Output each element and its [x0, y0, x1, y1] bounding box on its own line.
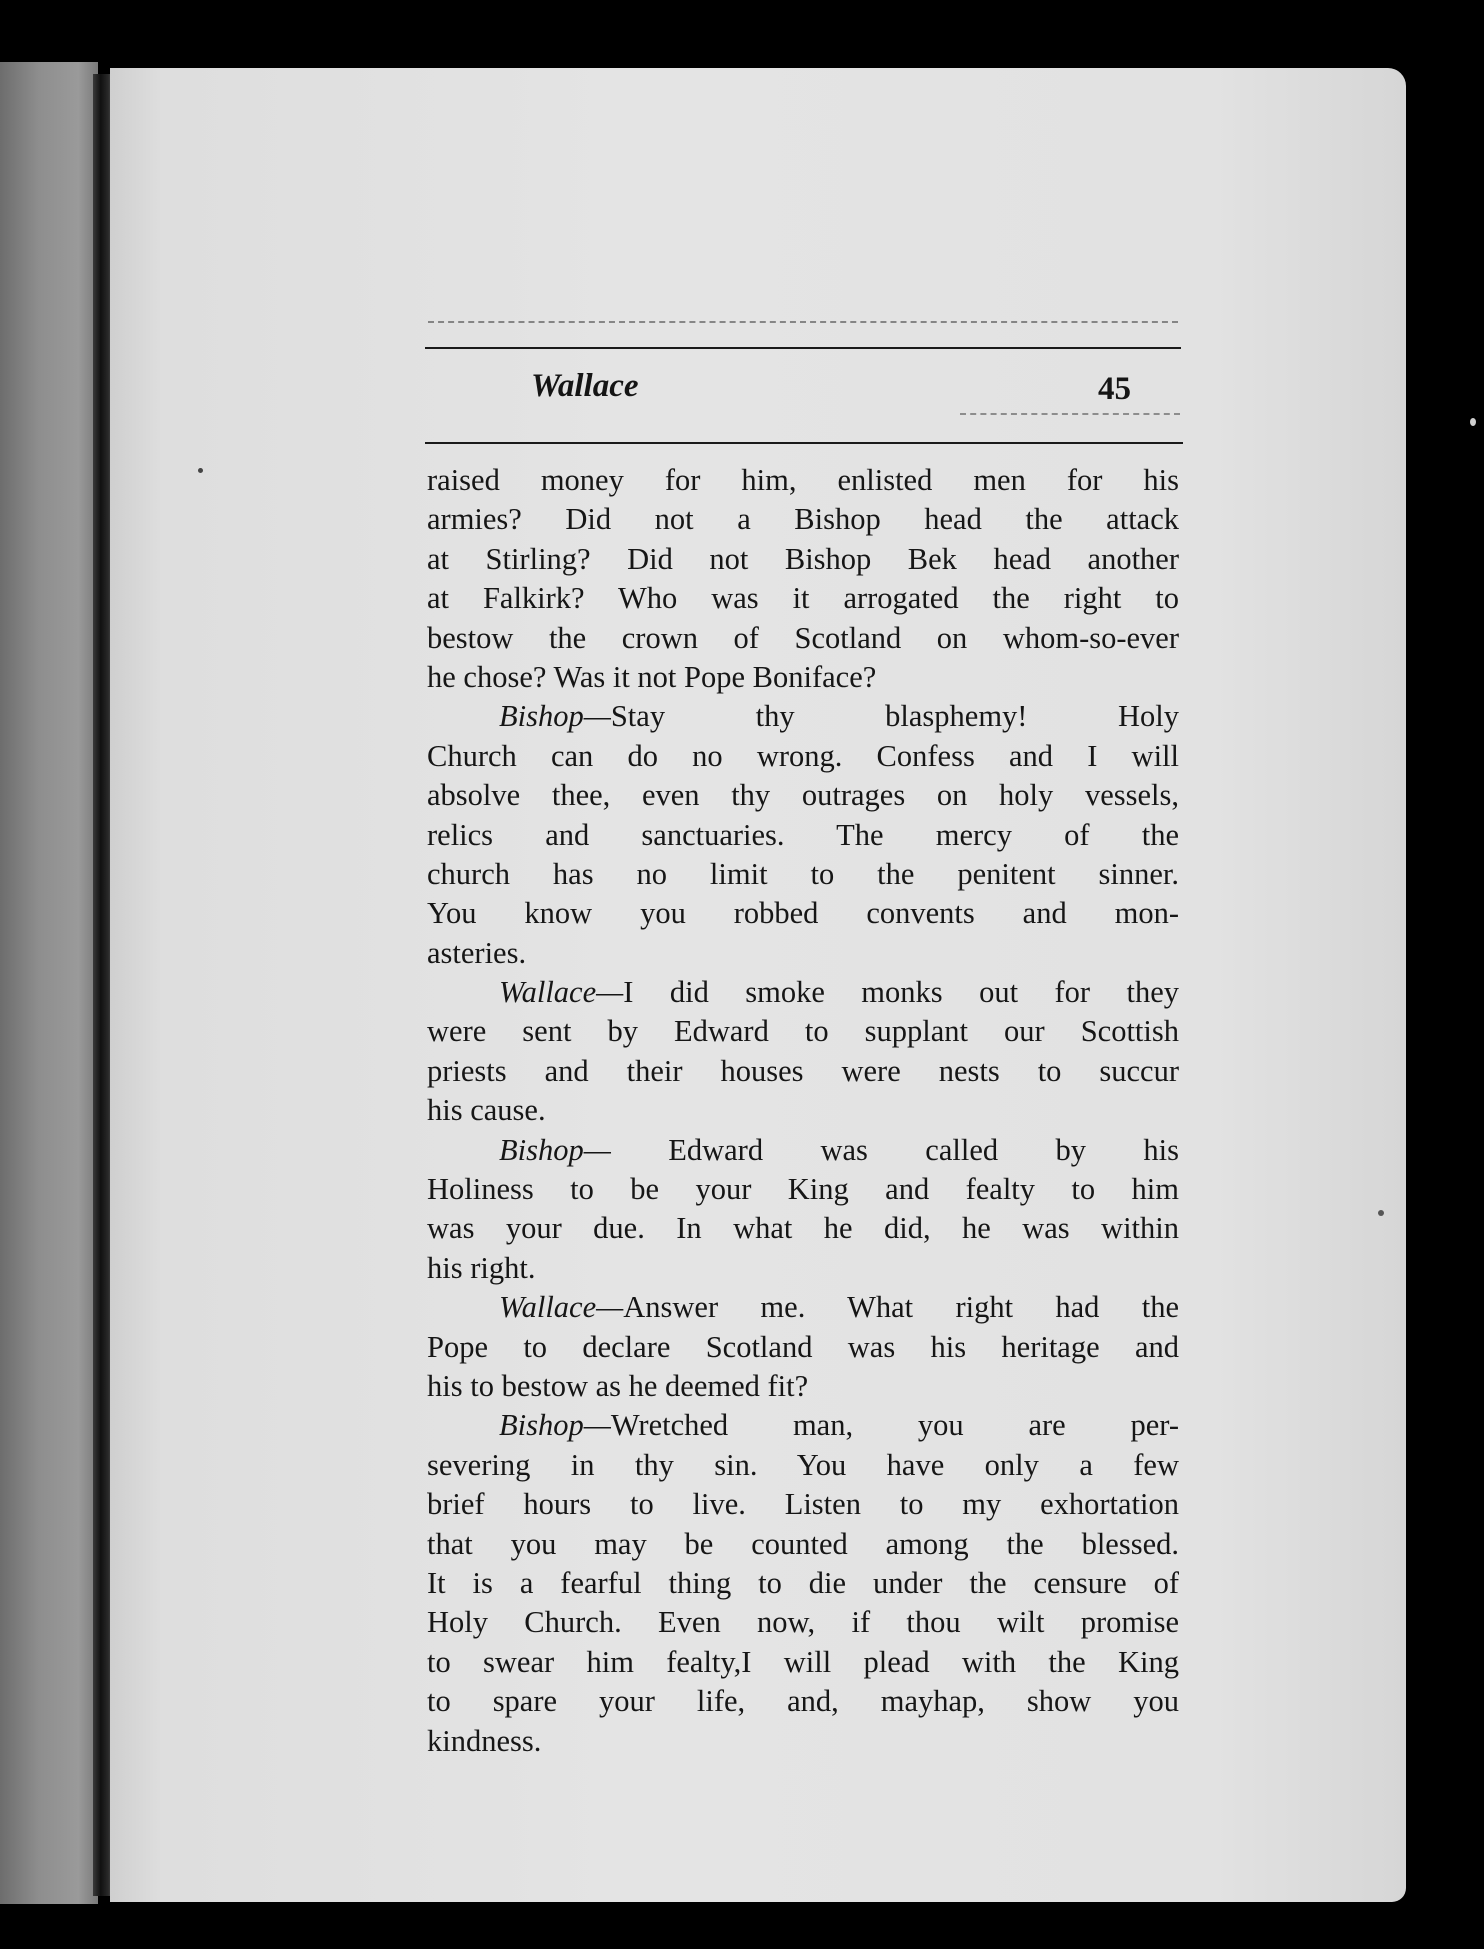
text-line [427, 540, 1179, 579]
line-text: Pope to declare Scotland was his heritage and [427, 1329, 1179, 1364]
line-text: absolve thee, even thy outrages on holy vessels, [427, 778, 1179, 813]
text-line [427, 697, 1179, 736]
line-text: his right. [427, 1250, 536, 1285]
line-text: brief hours to live. Listen to my exhortation [427, 1487, 1179, 1522]
text-line [427, 894, 1179, 933]
text-line [427, 1052, 1179, 1091]
header-dash-line [428, 321, 1178, 323]
text-line [427, 1288, 1179, 1327]
text-line [427, 1091, 1179, 1130]
line-text: You know you robbed convents and mon- [427, 896, 1179, 931]
text-line [427, 1249, 1179, 1288]
line-text: priests and their houses were nests to succur [427, 1053, 1179, 1088]
text-line [427, 934, 1179, 973]
line-text: his cause. [427, 1093, 546, 1128]
line-text: Holiness to be your King and fealty to him [427, 1172, 1179, 1207]
line-text: raised money for him, enlisted men for his [427, 463, 1179, 497]
text-line [427, 1643, 1179, 1682]
header-rule-top [425, 347, 1181, 349]
line-text: relics and sanctuaries. The mercy of the [427, 817, 1179, 852]
line-text: Holy Church. Even now, if thou wilt promise [427, 1605, 1179, 1640]
running-title: Wallace [531, 368, 639, 404]
text-line [427, 1406, 1179, 1445]
print-speck [198, 468, 203, 473]
speaker-name: Wallace— [499, 1290, 624, 1325]
line-text: asteries. [427, 935, 527, 970]
text-line [427, 973, 1179, 1012]
text-line [427, 1367, 1179, 1406]
line-text: severing in thy sin. You have only a few [427, 1447, 1179, 1482]
text-line [427, 1170, 1179, 1209]
speaker-name: Bishop— [499, 1132, 611, 1167]
text-line [427, 1209, 1179, 1248]
line-text: Answer me. What right had the [623, 1290, 1179, 1325]
line-text: kindness. [427, 1723, 542, 1758]
text-line [427, 1722, 1179, 1761]
text-line [427, 619, 1179, 658]
text-line [427, 1485, 1179, 1524]
text-line [427, 461, 1179, 500]
line-text: at Falkirk? Who was it arrogated the right to [427, 581, 1179, 616]
line-text: I did smoke monks out for they [623, 975, 1179, 1010]
line-text: his to bestow as he deemed fit? [427, 1368, 809, 1403]
print-speck [1470, 418, 1476, 426]
facing-page-edge [0, 62, 98, 1904]
text-line [427, 500, 1179, 539]
text-line [427, 1328, 1179, 1367]
line-text: armies? Did not a Bishop head the attack [427, 502, 1179, 537]
line-text: Stay thy blasphemy! Holy [610, 699, 1179, 734]
speaker-name: Wallace— [499, 975, 624, 1010]
text-line [427, 579, 1179, 618]
text-line [427, 1564, 1179, 1603]
text-line [427, 1525, 1179, 1564]
line-text: he chose? Was it not Pope Boniface? [427, 659, 877, 694]
line-text: was your due. In what he did, he was within [427, 1211, 1179, 1246]
header-rule-bottom [425, 442, 1183, 444]
text-line [427, 737, 1179, 776]
print-speck [1378, 1210, 1384, 1216]
speaker-name: Bishop— [499, 1408, 611, 1443]
text-line [427, 855, 1179, 894]
speaker-name: Bishop— [499, 699, 611, 734]
line-text: at Stirling? Did not Bishop Bek head another [427, 541, 1179, 576]
text-line [427, 1131, 1179, 1170]
line-text: to spare your life, and, mayhap, show you [427, 1684, 1179, 1719]
page-text [427, 461, 1179, 1761]
line-text: to swear him fealty,I will plead with the King [427, 1644, 1179, 1679]
header-dash-line-right [960, 413, 1180, 415]
line-text: Church can do no wrong. Confess and I will [427, 738, 1179, 773]
text-line [427, 1682, 1179, 1721]
text-line [427, 1446, 1179, 1485]
line-text: It is a fearful thing to die under the censure of [427, 1565, 1179, 1600]
line-text: church has no limit to the penitent sinner. [427, 856, 1179, 891]
text-line [427, 816, 1179, 855]
line-text: that you may be counted among the blessed. [427, 1526, 1179, 1561]
text-line [427, 1603, 1179, 1642]
line-text: bestow the crown of Scotland on whom-so-ever [427, 620, 1179, 655]
line-text: Edward was called by his [610, 1132, 1179, 1167]
page-number: 45 [1098, 371, 1131, 407]
text-line [427, 1012, 1179, 1051]
line-text: were sent by Edward to supplant our Scottish [427, 1014, 1179, 1049]
text-line [427, 658, 1179, 697]
line-text: Wretched man, you are per- [610, 1408, 1179, 1443]
text-line [427, 776, 1179, 815]
